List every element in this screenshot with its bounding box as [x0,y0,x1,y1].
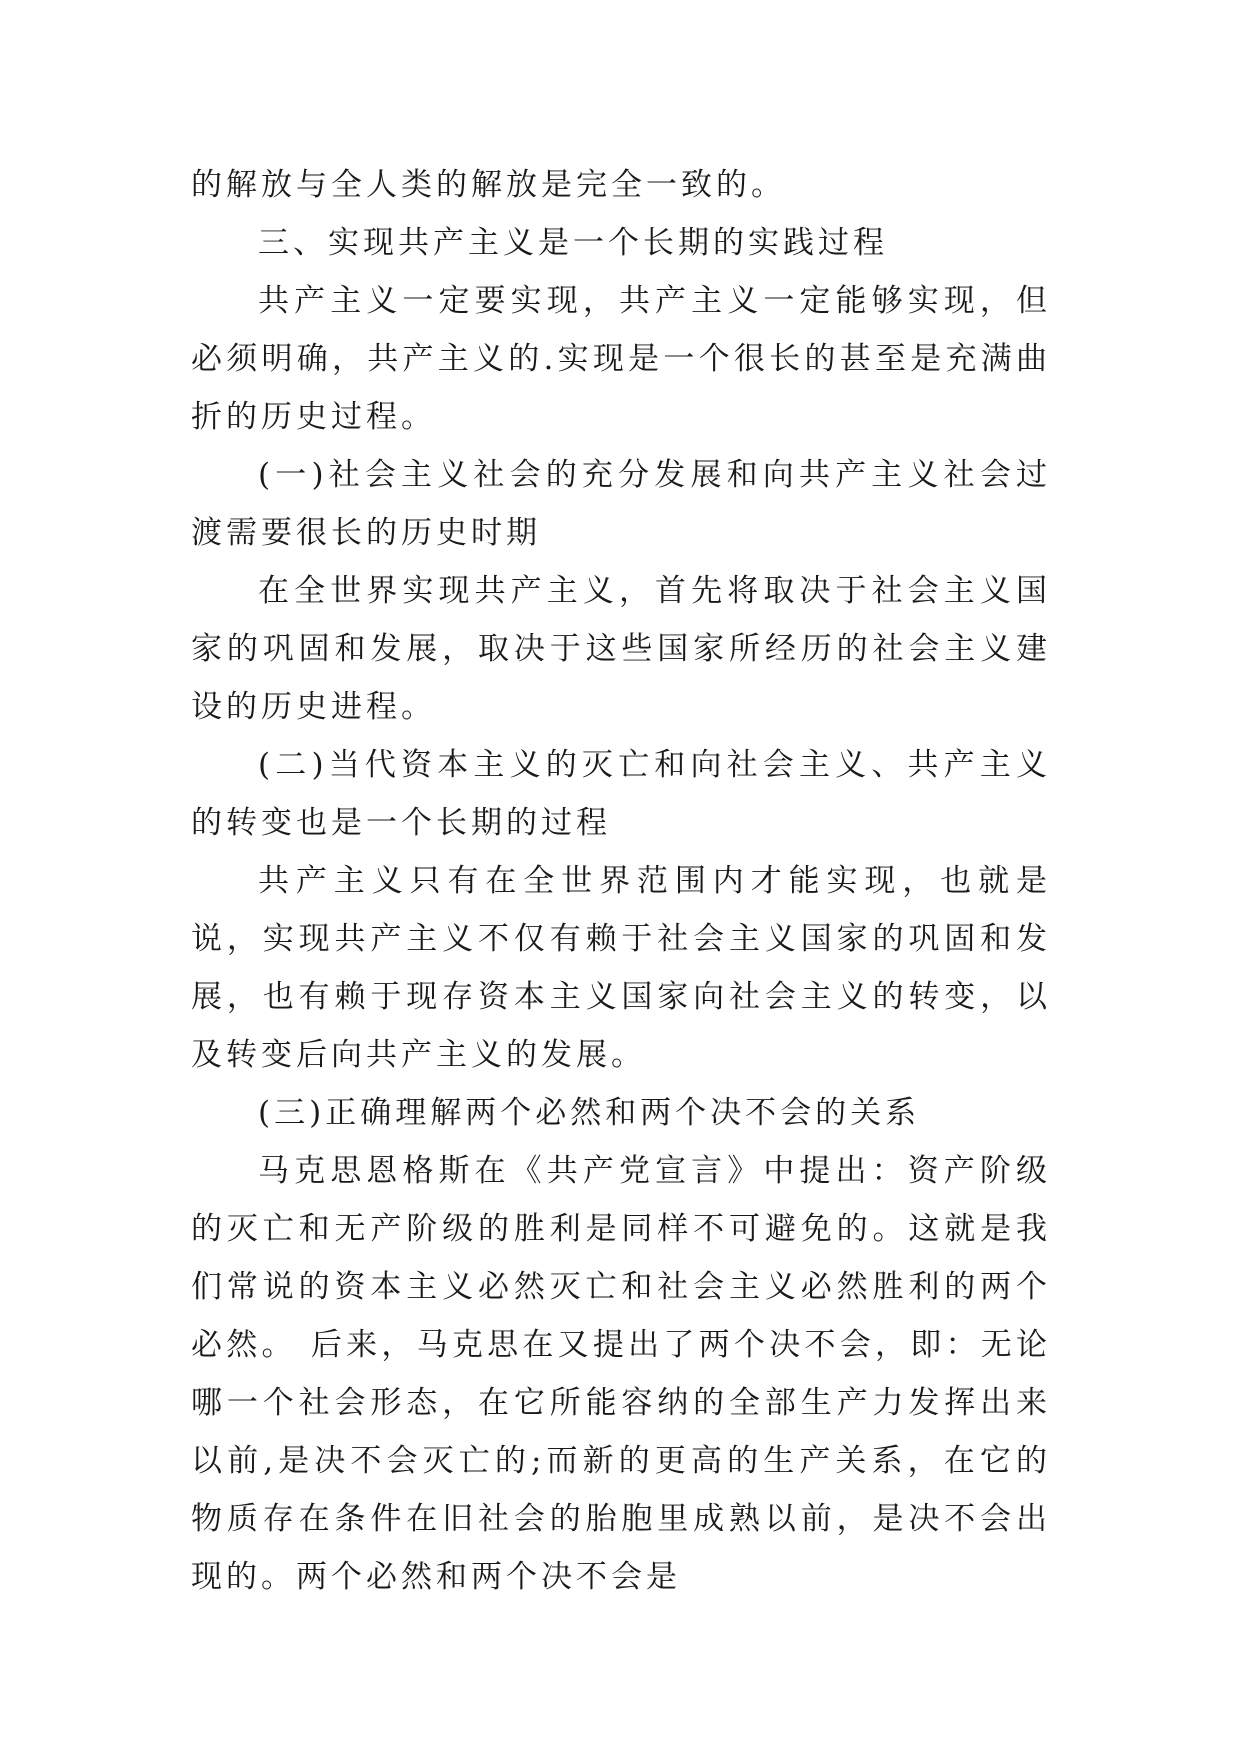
document-body [191,156,1051,1606]
subsection-heading-1: (一)社会主义社会的充分发展和向共产主义社会过渡需要很长的历史时期 [191,457,1051,551]
subsection-heading-3: (三)正确理解两个必然和两个决不会的关系 [258,1095,921,1131]
paragraph-continuation: 的解放与全人类的解放是完全一致的。 [191,167,786,203]
subsection-heading-2: (二)当代资本主义的灭亡和向社会主义、共产主义的转变也是一个长期的过程 [191,747,1051,841]
paragraph: 在全世界实现共产主义，首先将取决于社会主义国家的巩固和发展，取决于这些国家所经历的社会主义建设的历史进程。 [191,573,1051,725]
paragraph: 共产主义一定要实现，共产主义一定能够实现，但必须明确，共产主义的.实现是一个很长的甚至是充满曲折的历史过程。 [191,283,1051,435]
section-heading-3: 三、实现共产主义是一个长期的实践过程 [258,225,888,261]
paragraph: 马克思恩格斯在《共产党宣言》中提出：资产阶级的灭亡和无产阶级的胜利是同样不可避免的。这就是我们常说的资本主义必然灭亡和社会主义必然胜利的两个必然。 后来，马克思在又提出了两个决不会，即：无论哪一个社会形态，在它所能容纳的全部生产力发挥出来以前,是决不会灭亡的;而新的更高的生产关系，在它的物质存在条件在旧社会的胎胞里成熟以前，是决不会出现的。两个必然和两个决不会是 [191,1153,1051,1595]
paragraph: 共产主义只有在全世界范围内才能实现，也就是说，实现共产主义不仅有赖于社会主义国家的巩固和发展，也有赖于现存资本主义国家向社会主义的转变，以及转变后向共产主义的发展。 [191,863,1051,1073]
